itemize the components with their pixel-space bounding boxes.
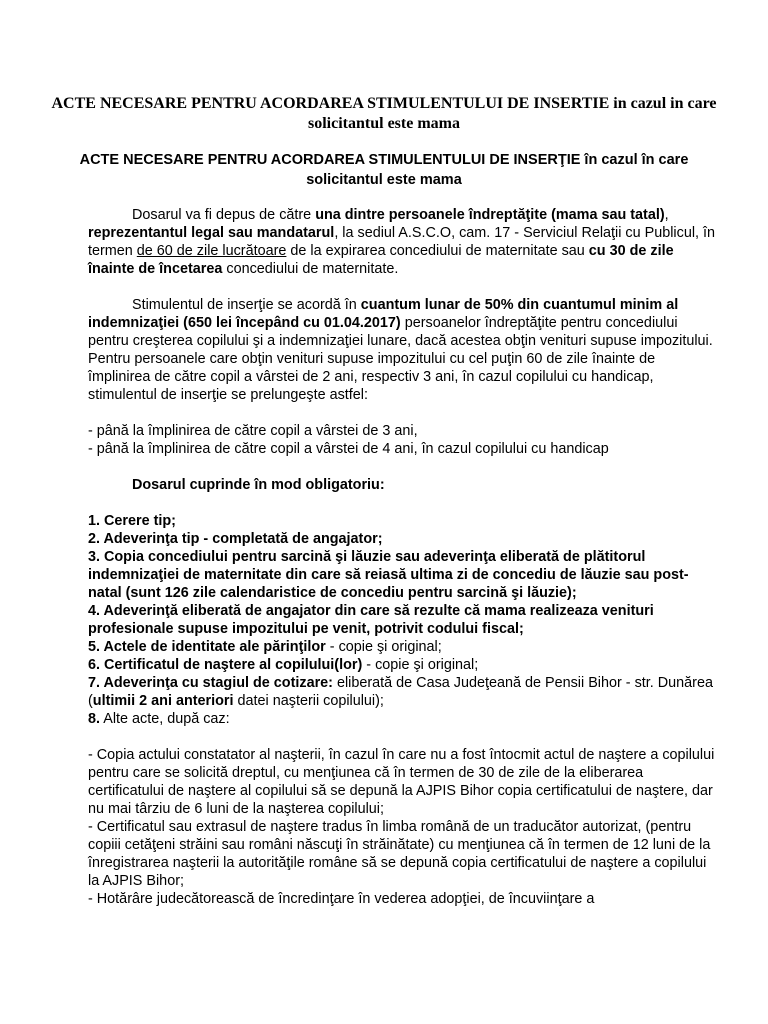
required-item-1: 1. Cerere tip;	[88, 513, 176, 529]
optional-item: - Certificatul sau extrasul de naştere tradus în limba română de un traducător autorizat, (pentru copiii cetăţeni străini sau români născuţi în străinătate) cu menţiunea că în termen de 12 luni de la înregistrarea naşterii la autorităţile române să se depună copia certificatului de naştere a copilului la AJPIS Bihor;	[88, 819, 711, 889]
document-title: ACTE NECESARE PENTRU ACORDAREA STIMULENTULUI DE INSERTIE in cazul in care solicitantul este mama	[51, 95, 717, 132]
required-item-6: 6. Certificatul de naştere al copilului(lor) - copie şi original;	[88, 657, 479, 673]
document-body	[88, 206, 720, 908]
list-item: - până la împlinirea de către copil a vârstei de 3 ani,	[88, 423, 418, 439]
paragraph-extension: Pentru persoanele care obţin venituri supuse impozitului cu cel puţin 60 de zile înainte de împlinirea de către copil a vârstei de 2 ani, respectiv 3 ani, în cazul copilului cu handicap, stimulentul de inserţie se prelungeşte astfel:	[88, 351, 656, 403]
required-item-4: 4. Adeverinţă eliberată de angajator din care să rezulte că mama realizeaza venituri profesionale supuse impozitului pe venit, potrivit codului fiscal;	[88, 603, 654, 637]
required-item-8: 8. Alte acte, după caz:	[88, 711, 230, 727]
optional-item: - Copia actului constatator al naşterii, în cazul în care nu a fost întocmit actul de naştere a copilului pentru care se solicită dreptul, cu menţiunea că în termen de 30 de zile de la eliberarea certificatului de naştere al copilului să se depună la AJPIS Bihor copia certificatului de naştere, dar nu mai târziu de 6 luni de la naşterea copilului;	[88, 747, 715, 817]
required-item-2: 2. Adeverinţa tip - completată de angajator;	[88, 531, 383, 547]
required-item-5: 5. Actele de identitate ale părinţilor - copie şi original;	[88, 639, 442, 655]
section-heading: Dosarul cuprinde în mod obligatoriu:	[132, 477, 385, 493]
required-item-3: 3. Copia concediului pentru sarcină şi lăuzie sau adeverinţa eliberată de plătitorul indemnizaţiei de maternitate din care să reiasă ultima zi de concediu de lăuzie sau post-natal (sunt 126 zile calendaristice de concediu pentru sarcină şi lăuzie);	[88, 549, 689, 601]
paragraph-submission: Dosarul va fi depus de către una dintre persoanele îndreptăţite (mama sau tatal), reprezentantul legal sau mandatarul, la sediul A.S.C.O, cam. 17 - Serviciul Relaţii cu Publicul, în termen de 60 de zile lucrătoare de la expirarea concediului de maternitate sau cu 30 de zile înainte de încetarea concediului de maternitate.	[88, 207, 716, 277]
paragraph-amount: Stimulentul de inserţie se acordă în cuantum lunar de 50% din cuantumul minim al indemnizaţiei (650 lei începând cu 01.04.2017) persoanelor îndreptăţite pentru concediului pentru creşterea copilului şi a indemnizaţiei lunare, dacă acestea obţin venituri supuse impozitului.	[88, 297, 713, 349]
required-item-7: 7. Adeverinţa cu stagiul de cotizare: eliberată de Casa Judeţeană de Pensii Bihor - str. Dunărea (ultimii 2 ani anteriori datei naşterii copilului);	[88, 675, 713, 709]
optional-item: - Hotărâre judecătorească de încredinţare în vederea adopţiei, de încuviinţare a	[88, 891, 595, 907]
document-subtitle: ACTE NECESARE PENTRU ACORDAREA STIMULENTULUI DE INSERŢIE în cazul în care solicitantul este mama	[79, 152, 689, 188]
list-item: - până la împlinirea de către copil a vârstei de 4 ani, în cazul copilului cu handicap	[88, 441, 609, 457]
